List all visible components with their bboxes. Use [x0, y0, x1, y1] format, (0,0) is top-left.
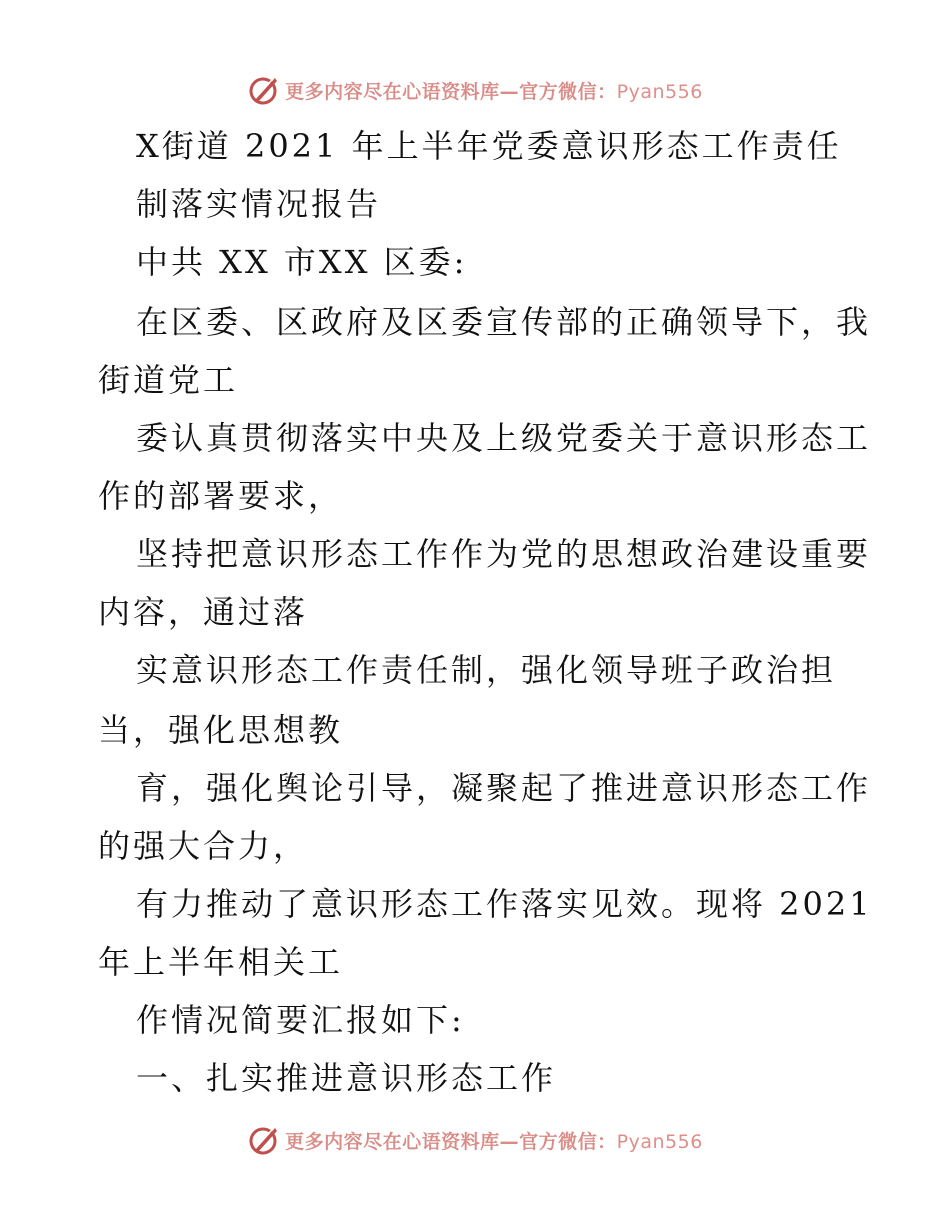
doc-section-heading: 一、扎实推进意识形态工作 — [136, 1059, 557, 1097]
watermark-text: 更多内容尽在心语资料库—官方微信：Pyan556 — [285, 80, 703, 103]
doc-paragraph-line: 坚持把意识形态工作作为党的思想政治建设重要 — [136, 535, 872, 573]
doc-paragraph-line: 作的部署要求， — [98, 477, 344, 515]
quill-logo-icon — [247, 1123, 281, 1157]
quill-logo-icon — [247, 73, 281, 107]
doc-paragraph-line: 街道党工 — [98, 361, 239, 399]
doc-paragraph-line: 育，强化舆论引导，凝聚起了推进意识形态工作 — [136, 769, 872, 807]
doc-paragraph-line: 有力推动了意识形态工作落实见效。现将 2021 — [136, 885, 873, 923]
footer-watermark — [0, 1120, 950, 1160]
doc-title-line-2: 制落实情况报告 — [136, 185, 382, 223]
doc-paragraph-line: 作情况简要汇报如下: — [136, 1001, 465, 1039]
header-watermark — [0, 70, 950, 110]
doc-addressee: 中共 XX 市XX 区委: — [136, 243, 468, 281]
doc-paragraph-line: 内容，通过落 — [98, 593, 309, 631]
watermark-text: 更多内容尽在心语资料库—官方微信：Pyan556 — [285, 1130, 703, 1153]
doc-paragraph-line: 的强大合力， — [98, 827, 309, 865]
doc-paragraph-line: 实意识形态工作责任制，强化领导班子政治担 — [136, 651, 837, 689]
doc-title-line-1: X街道 2021 年上半年党委意识形态工作责任 — [136, 127, 842, 165]
doc-paragraph-line: 当，强化思想教 — [98, 711, 344, 749]
doc-paragraph-line: 在区委、区政府及区委宣传部的正确领导下，我 — [136, 303, 872, 341]
doc-paragraph-line: 年上半年相关工 — [98, 943, 344, 981]
doc-paragraph-line: 委认真贯彻落实中央及上级党委关于意识形态工 — [136, 419, 872, 457]
